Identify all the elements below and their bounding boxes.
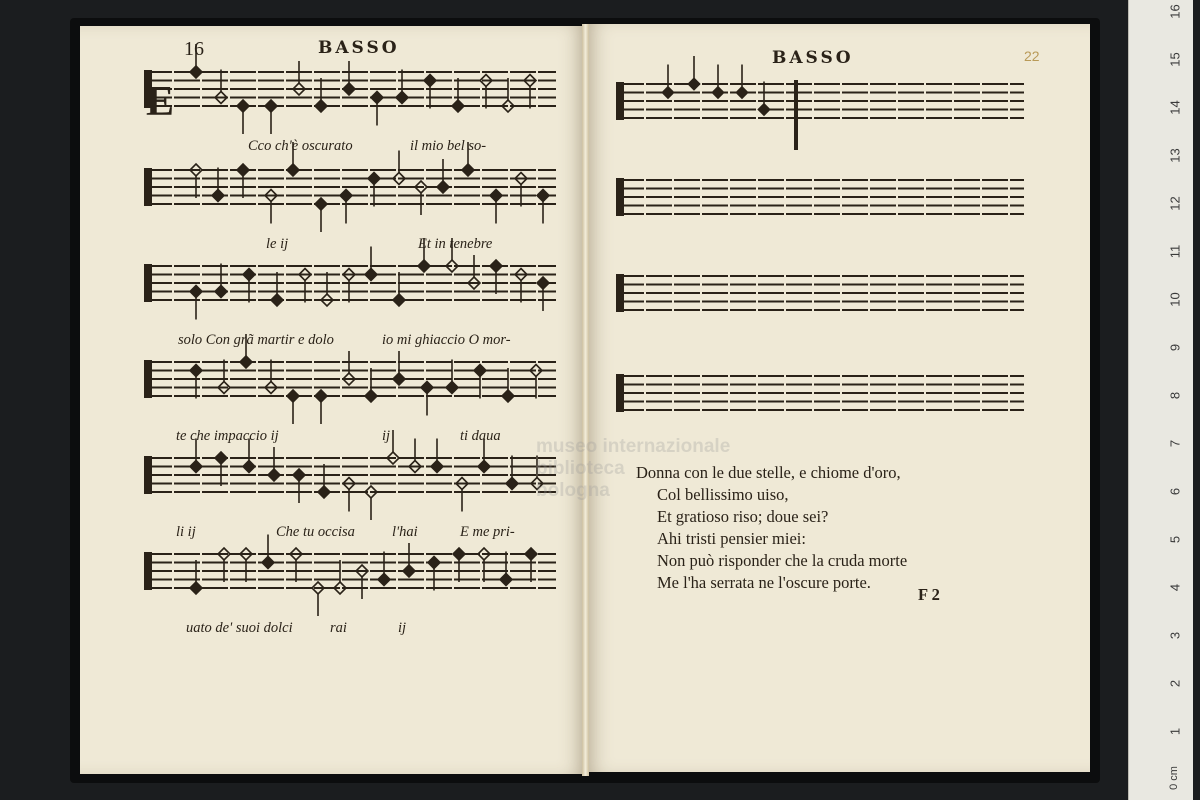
note-head [315, 100, 327, 112]
note-head [215, 286, 227, 298]
note-head [315, 198, 327, 210]
lyric-line-6a: uato de' suoi dolci [186, 620, 293, 636]
left-staff-5-clef [144, 456, 152, 494]
left-page-title: BASSO [318, 38, 400, 58]
ruler-number: 3 [1167, 631, 1183, 640]
ruler-number: 6 [1167, 487, 1183, 496]
note-head [365, 269, 377, 281]
poem-line-3: Et gratioso riso; doue sei? [657, 507, 829, 526]
note-head [190, 66, 202, 78]
note-head [474, 365, 486, 377]
note-head [462, 164, 474, 176]
lyric-line-4c: ti daua [460, 428, 501, 444]
ruler-number: 15 [1167, 52, 1183, 67]
lyric-line-3b: io mi ghiaccio O mor- [382, 332, 511, 348]
note-head [428, 557, 440, 569]
note-head [393, 294, 405, 306]
ruler-number: 9 [1167, 343, 1183, 352]
note-head [237, 164, 249, 176]
note-head [315, 390, 327, 402]
left-staff-4-clef [144, 360, 152, 398]
ruler-number: 8 [1167, 391, 1183, 400]
lyric-line-1a: Cco ch'è oscurato [248, 138, 353, 154]
right-empty-staff-3-clef [616, 374, 624, 412]
note-head [215, 452, 227, 464]
measurement-ruler [1128, 0, 1193, 800]
poem-line-4: Ahi tristi pensier miei: [657, 529, 806, 548]
note-head [318, 486, 330, 498]
left-staff-2-clef [144, 168, 152, 206]
lyric-line-4b: ij [382, 428, 391, 444]
note-head [506, 478, 518, 490]
note-head [240, 356, 252, 368]
note-head [287, 164, 299, 176]
note-head [378, 574, 390, 586]
note-head [190, 286, 202, 298]
right-page-title: BASSO [772, 48, 854, 68]
note-head [271, 294, 283, 306]
poem-line-2: Col bellissimo uiso, [657, 485, 789, 504]
right-empty-staff-2-clef [616, 274, 624, 312]
ruler-number: 1 [1167, 727, 1183, 736]
poem-line-1: Donna con le due stelle, e chiome d'oro, [636, 463, 901, 482]
pencil-folio-number: 22 [1024, 48, 1040, 64]
note-head [490, 260, 502, 272]
note-head [237, 100, 249, 112]
note-head [396, 92, 408, 104]
note-head [758, 104, 770, 116]
note-head [371, 92, 383, 104]
ruler-number: 16 [1167, 4, 1183, 19]
note-head [393, 373, 405, 385]
lyric-line-2a: le ij [266, 236, 289, 252]
note-head [490, 190, 502, 202]
note-head [287, 390, 299, 402]
note-head [268, 469, 280, 481]
lyric-line-3a: solo Con grã martir e dolo [178, 332, 334, 348]
stamp-line-1: museo internazionale [536, 436, 731, 457]
stamp-line-2: biblioteca [536, 458, 625, 479]
lyric-line-6b: rai [330, 620, 347, 636]
note-head [424, 75, 436, 87]
right-staff-1-clef [616, 82, 624, 120]
note-head [368, 173, 380, 185]
left-staff-3-clef [144, 264, 152, 302]
ruler-number: 13 [1167, 148, 1183, 163]
note-head [190, 582, 202, 594]
ruler-number: 10 [1167, 292, 1183, 307]
stamp-line-3: bologna [536, 480, 610, 501]
note-head [243, 461, 255, 473]
note-head [340, 190, 352, 202]
ruler-number: 4 [1167, 583, 1183, 592]
note-head [478, 461, 490, 473]
note-head [403, 565, 415, 577]
note-head [712, 87, 724, 99]
note-head [537, 190, 549, 202]
poem-line-6: Me l'ha serrata ne l'oscure porte. [657, 573, 871, 592]
left-page-number: 16 [184, 38, 204, 60]
lyric-line-1b: il mio bel so- [410, 138, 487, 154]
ruler-number: 11 [1167, 244, 1183, 259]
lyric-line-4a: te che impaccio ij [176, 428, 279, 444]
note-head [212, 190, 224, 202]
note-head [500, 574, 512, 586]
ruler-number: 2 [1167, 679, 1183, 688]
note-head [421, 382, 433, 394]
final-barline [794, 80, 798, 150]
drop-cap-initial: E [146, 79, 175, 125]
note-head [688, 78, 700, 90]
note-head [262, 557, 274, 569]
note-head [431, 461, 443, 473]
lyric-line-2b: Et in tenebre [418, 236, 493, 252]
signature-mark: F 2 [918, 585, 940, 604]
note-head [418, 260, 430, 272]
ruler-number: 12 [1167, 196, 1183, 211]
note-head [365, 390, 377, 402]
note-head [736, 87, 748, 99]
ruler-number: 7 [1167, 439, 1183, 448]
note-head [453, 548, 465, 560]
ruler-number: 5 [1167, 535, 1183, 544]
lyric-line-5c: l'hai [392, 524, 418, 540]
lyric-line-5d: E me pri- [460, 524, 515, 540]
left-staff-6-clef [144, 552, 152, 590]
lyric-line-6c: ij [398, 620, 407, 636]
ruler-unit-label: 0 cm [1168, 766, 1180, 790]
note-head [243, 269, 255, 281]
lyric-line-5a: li ij [176, 524, 196, 540]
lyric-line-5b: Che tu occisa [276, 524, 355, 540]
note-head [446, 382, 458, 394]
ruler-number: 14 [1167, 100, 1183, 115]
note-head [343, 83, 355, 95]
note-head [525, 548, 537, 560]
note-head [452, 100, 464, 112]
note-head [662, 87, 674, 99]
poem-line-5: Non può risponder che la cruda morte [657, 551, 908, 570]
note-head [437, 181, 449, 193]
note-head [537, 277, 549, 289]
note-head [190, 461, 202, 473]
note-head [190, 365, 202, 377]
note-head [293, 469, 305, 481]
note-head [265, 100, 277, 112]
right-empty-staff-1-clef [616, 178, 624, 216]
note-head [502, 390, 514, 402]
